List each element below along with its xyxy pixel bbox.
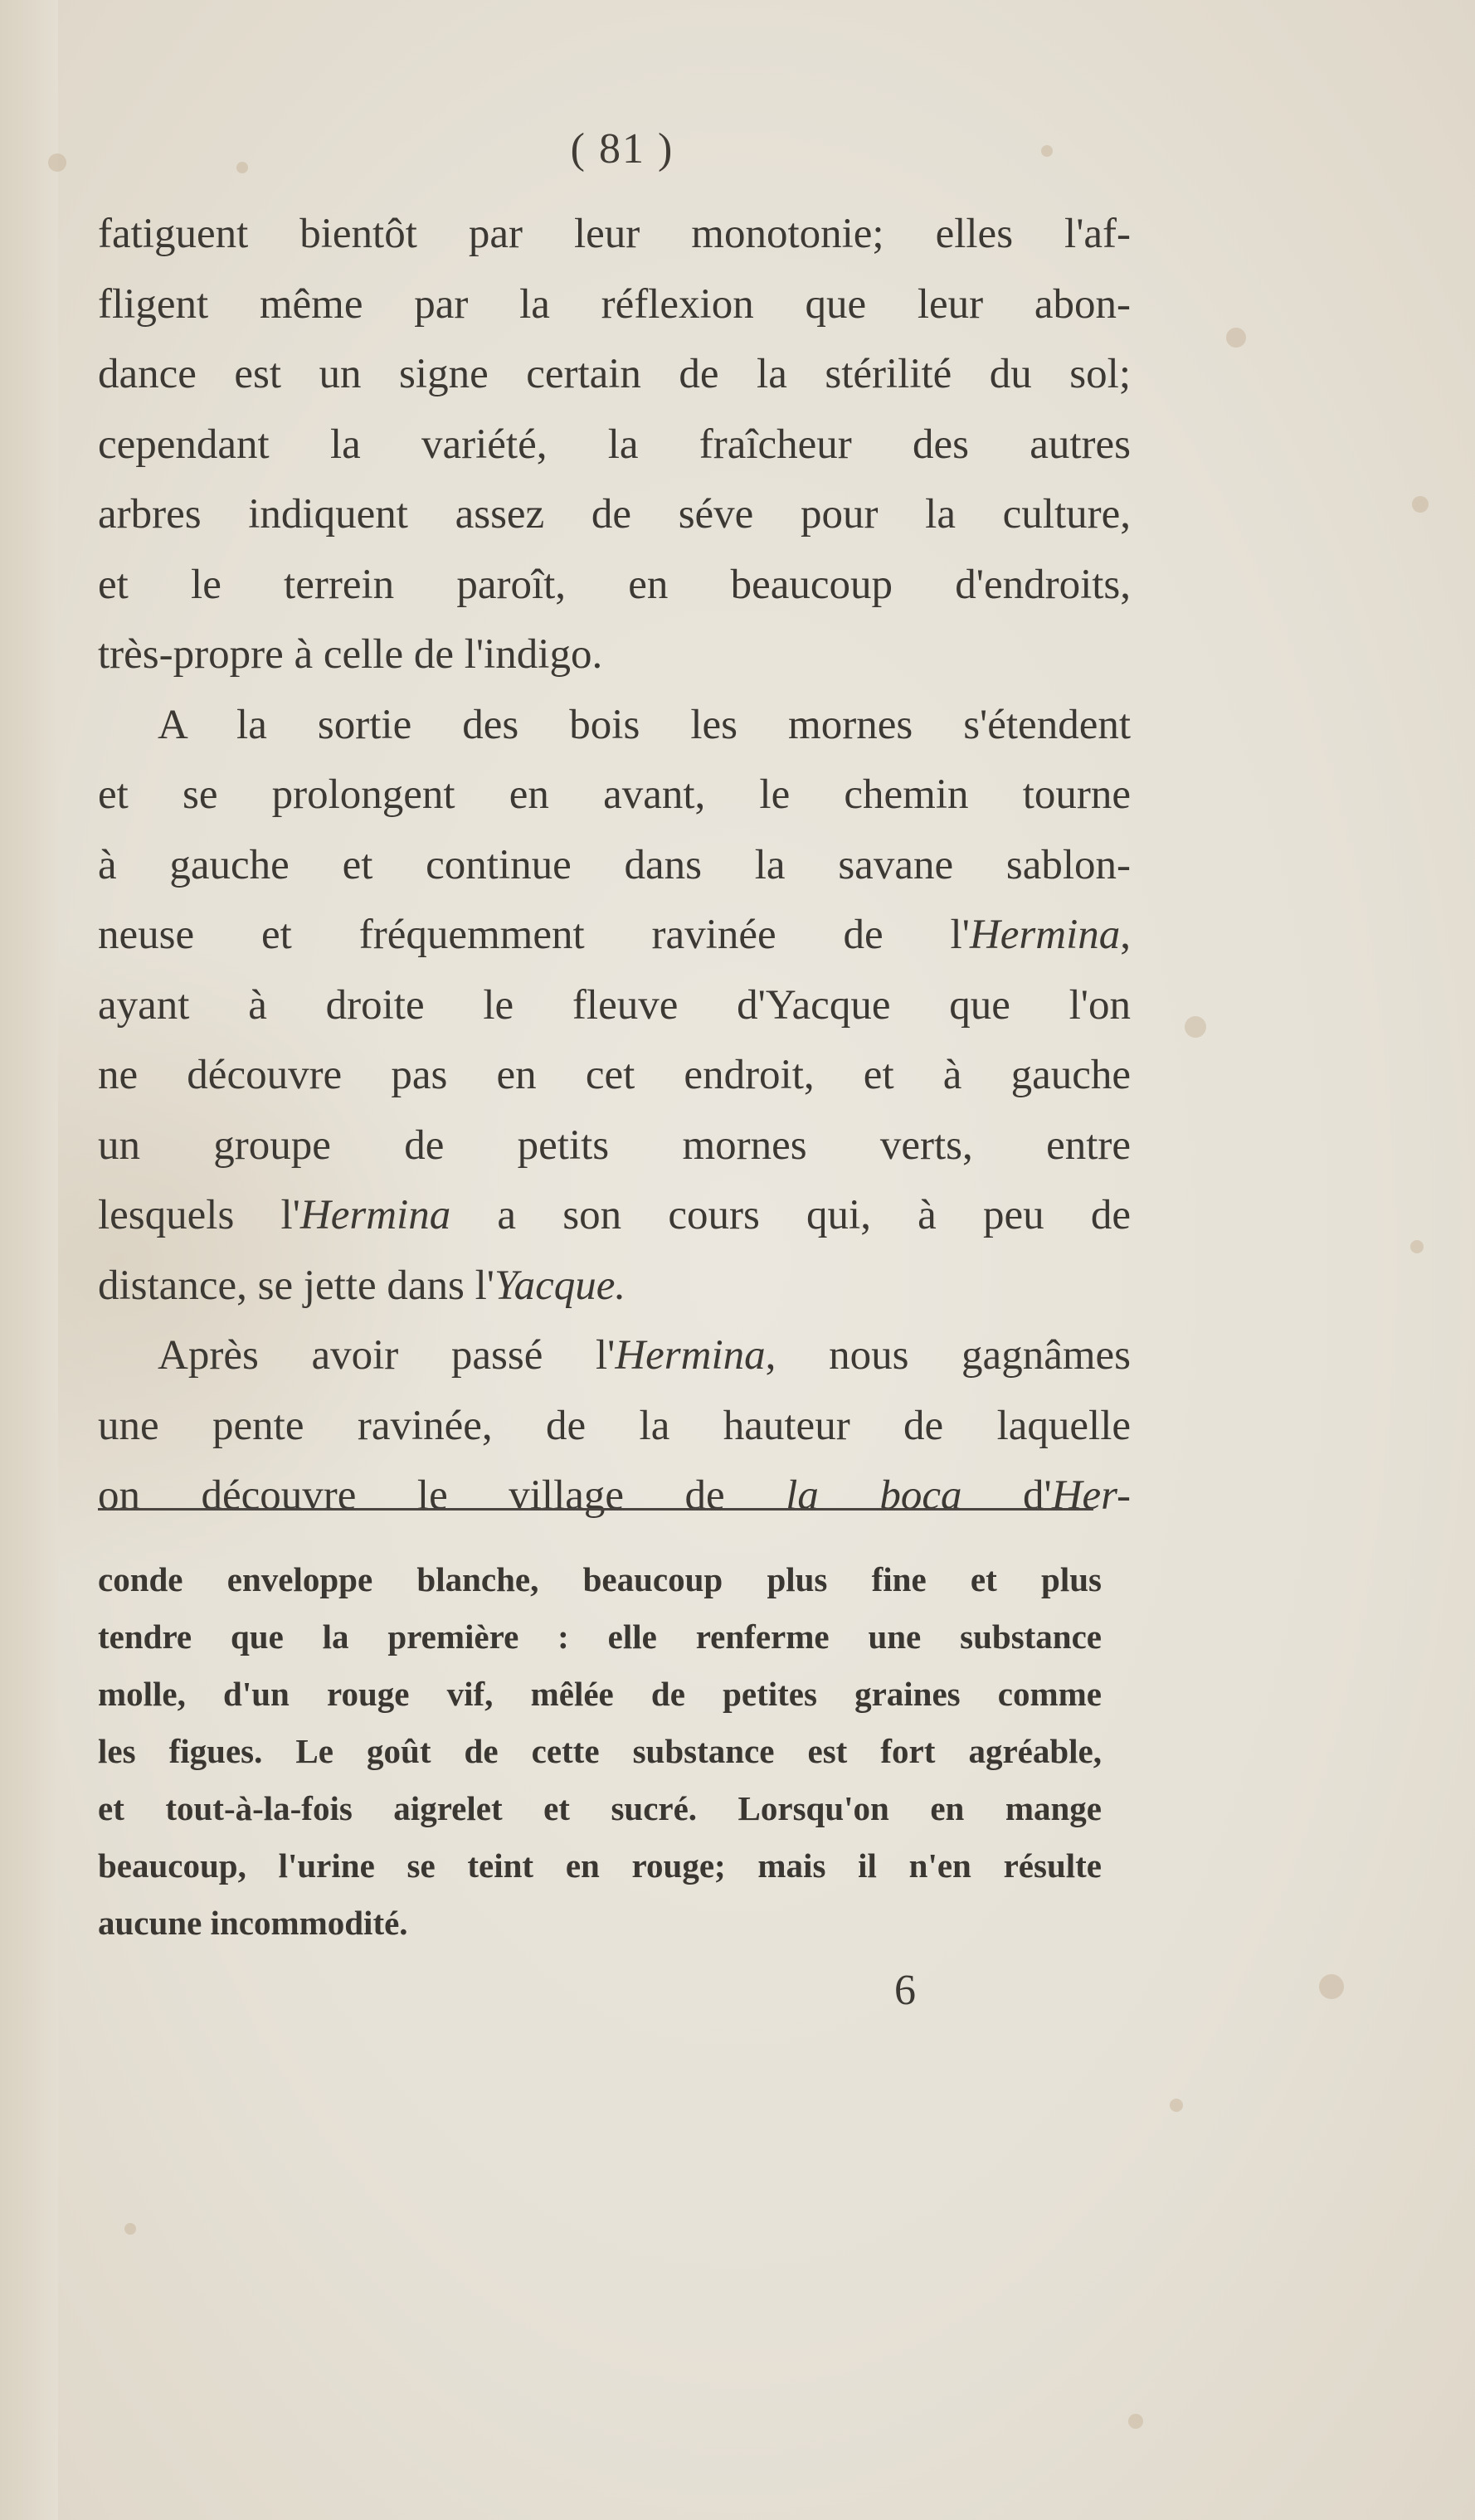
text-line: fligent même par la réflexion que leur abon- bbox=[98, 280, 1131, 328]
footnote-line: conde enveloppe blanche, beaucoup plus fine et plus bbox=[98, 1560, 1102, 1598]
main-text bbox=[98, 199, 1131, 1531]
text-segment: lesquels l' bbox=[98, 1192, 300, 1238]
footnote-line: aucune incommodité. bbox=[98, 1904, 408, 1942]
footnote-line: tendre que la première : elle renferme une substance bbox=[98, 1618, 1102, 1656]
footnote-rule bbox=[98, 1508, 1093, 1511]
footnote-line: et tout-à-la-fois aigrelet et sucré. Lorsqu'on en mange bbox=[98, 1789, 1102, 1827]
page-number: ( 81 ) bbox=[570, 125, 674, 173]
text-line: A la sortie des bois les mornes s'étendent bbox=[158, 701, 1131, 748]
text-line: une pente ravinée, de la hauteur de laquelle bbox=[98, 1402, 1131, 1449]
text-line: ne découvre pas en cet endroit, et à gauche bbox=[98, 1052, 1131, 1098]
text-line: à gauche et continue dans la savane sablon- bbox=[98, 841, 1131, 888]
text-line bbox=[98, 1461, 1131, 1531]
text-line: ayant à droite le fleuve d'Yacque que l'on bbox=[98, 981, 1131, 1029]
text-segment: d' bbox=[961, 1472, 1052, 1519]
text-line bbox=[98, 900, 1131, 971]
foxing-spot bbox=[1128, 2414, 1143, 2429]
text-line: cependant la variété, la fraîcheur des autres bbox=[98, 421, 1131, 468]
text-segment: distance, se jette dans l' bbox=[98, 1262, 494, 1309]
text-line: fatiguent bientôt par leur monotonie; elles l'af- bbox=[98, 211, 1131, 257]
text-line: arbres indiquent assez de séve pour la culture, bbox=[98, 491, 1131, 538]
text-segment: on découvre le village de bbox=[98, 1472, 786, 1519]
foxing-spot bbox=[1185, 1016, 1206, 1038]
place-name: la boca bbox=[786, 1472, 962, 1519]
foxing-spot bbox=[1410, 1240, 1424, 1253]
text-line: très-propre à celle de l'indigo. bbox=[98, 631, 603, 678]
text-line: un groupe de petits mornes verts, entre bbox=[98, 1121, 1131, 1169]
foxing-spot bbox=[124, 2223, 136, 2235]
text-line bbox=[98, 1321, 1131, 1391]
text-line bbox=[98, 1251, 1131, 1321]
footnote-line: molle, d'un rouge vif, mêlée de petites graines comme bbox=[98, 1675, 1102, 1713]
page-gutter-shadow bbox=[0, 0, 58, 2520]
foxing-spot bbox=[1412, 496, 1429, 513]
text-line: et le terrein paroît, en beaucoup d'endroits, bbox=[98, 561, 1131, 608]
place-name: Yacque. bbox=[494, 1262, 626, 1309]
place-name: Hermina bbox=[615, 1332, 766, 1379]
text-segment: neuse et fréquemment ravinée de l' bbox=[98, 912, 970, 958]
foxing-spot bbox=[1319, 1974, 1344, 1999]
text-segment: a son cours qui, à peu de bbox=[450, 1192, 1131, 1238]
text-line: et se prolongent en avant, le chemin tourne bbox=[98, 771, 1131, 818]
place-name: Her- bbox=[1051, 1472, 1131, 1519]
place-name: Hermina bbox=[299, 1192, 451, 1238]
place-name: Hermina bbox=[969, 912, 1121, 958]
text-segment: , bbox=[1120, 912, 1131, 958]
foxing-spot bbox=[1226, 328, 1246, 348]
text-line bbox=[98, 1180, 1131, 1251]
text-segment: , nous gagnâmes bbox=[765, 1332, 1131, 1379]
footnote-line: les figues. Le goût de cette substance est fort agréable, bbox=[98, 1732, 1102, 1770]
footnote-line: beaucoup, l'urine se teint en rouge; mais il n'en résulte bbox=[98, 1846, 1102, 1885]
text-segment: Après avoir passé l' bbox=[158, 1332, 616, 1379]
foxing-spot bbox=[1170, 2099, 1183, 2112]
footnote bbox=[98, 1551, 1102, 1952]
signature-mark: 6 bbox=[894, 1967, 916, 2014]
text-line: dance est un signe certain de la stérilité du sol; bbox=[98, 351, 1131, 397]
